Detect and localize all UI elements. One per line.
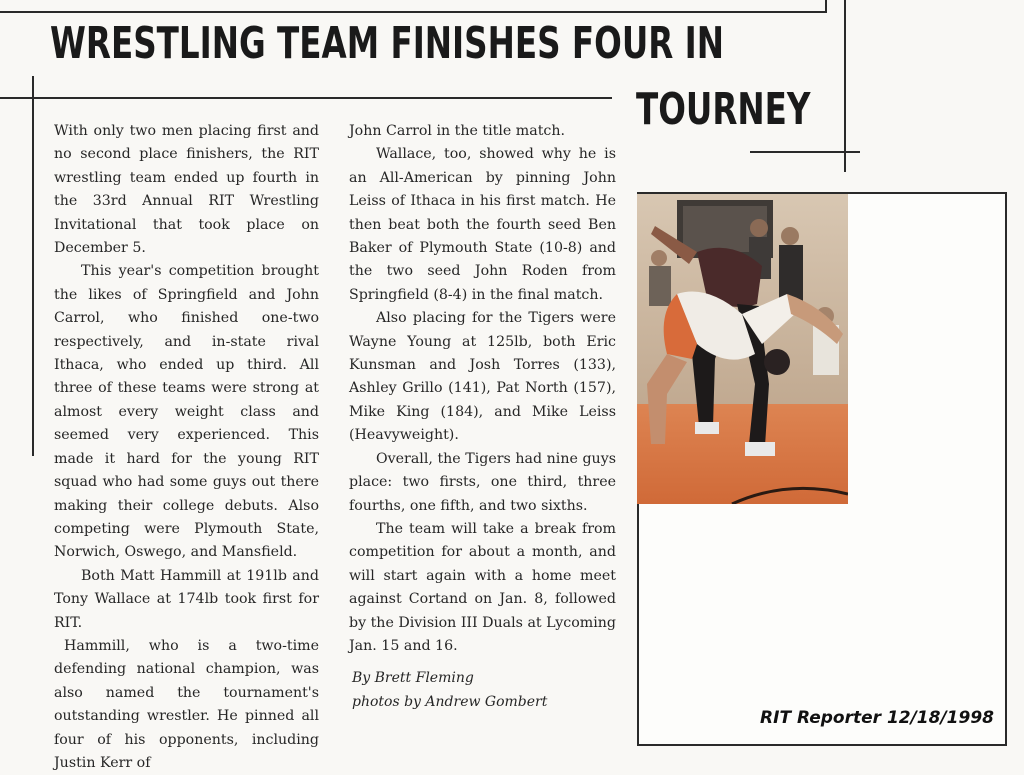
article-column-2 [349,120,616,658]
paragraph: John Carrol in the title match. [349,123,565,139]
headline-continued: TOURNEY [636,84,811,135]
left-vertical-rule [32,76,34,456]
wrestling-photo-illustration [637,194,848,504]
paragraph: The team will take a break from competition for about a month, and will start again with a home meet against Cortand on Jan. 8, followed by the Division III Duals at Lycoming Jan. 15 and 16. [349,520,616,654]
article-column-1 [54,120,319,775]
top-right-vertical-rule [825,0,827,13]
byline-photos: photos by Andrew Gombert [352,693,548,710]
headline-underline-rule [0,97,612,99]
paragraph: Wallace, too, showed why he is an All-American by pinning John Leiss of Ithaca in his first match. He then beat both the fourth seed Ben Baker of Plymouth State (10-8) and the two seed John Roden from Springfield (8-4) in the final match. [349,146,616,303]
top-rule [0,11,826,13]
paragraph: Hammill, who is a two-time defending national champion, was also named the tournament's outstanding wrestler. He pinned all four of his opponents, including Justin Kerr of [54,637,319,771]
source-citation: RIT Reporter 12/18/1998 [760,708,994,728]
headline: WRESTLING TEAM FINISHES FOUR IN [50,18,725,69]
wrestling-photo [637,194,848,504]
paragraph: With only two men placing first and no second place finishers, the RIT wrestling team ended up fourth in the 33rd Annual RIT Wrestling Invitational that took place on December 5. [54,123,319,257]
paragraph: Both Matt Hammill at 191lb and Tony Wallace at 174lb took first for RIT. [54,567,319,631]
paragraph: Also placing for the Tigers were Wayne Young at 125lb, both Eric Kunsman and Josh Torres (133), Ashley Grillo (141), Pat North (157), Mike King (184), and Mike Leiss (Heavyweight). [349,310,616,444]
byline [352,667,592,714]
right-vertical-rule [844,0,846,172]
byline-author: By Brett Fleming [352,670,474,686]
paragraph: Overall, the Tigers had nine guys place: two firsts, one third, three fourths, one fifth, and two sixths. [349,450,616,514]
paragraph: This year's competition brought the likes of Springfield and John Carrol, who finished one-two respectively, and in-state rival Ithaca, who ended up third. All three of these teams were strong at almost every weight class and seemed very experienced. This made it hard for the young RIT squad who had some guys out there making their college debuts. Also competing were Plymouth State, Norwich, Oswego, and Mansfield. [54,263,319,561]
tourney-underline-rule [750,151,860,153]
